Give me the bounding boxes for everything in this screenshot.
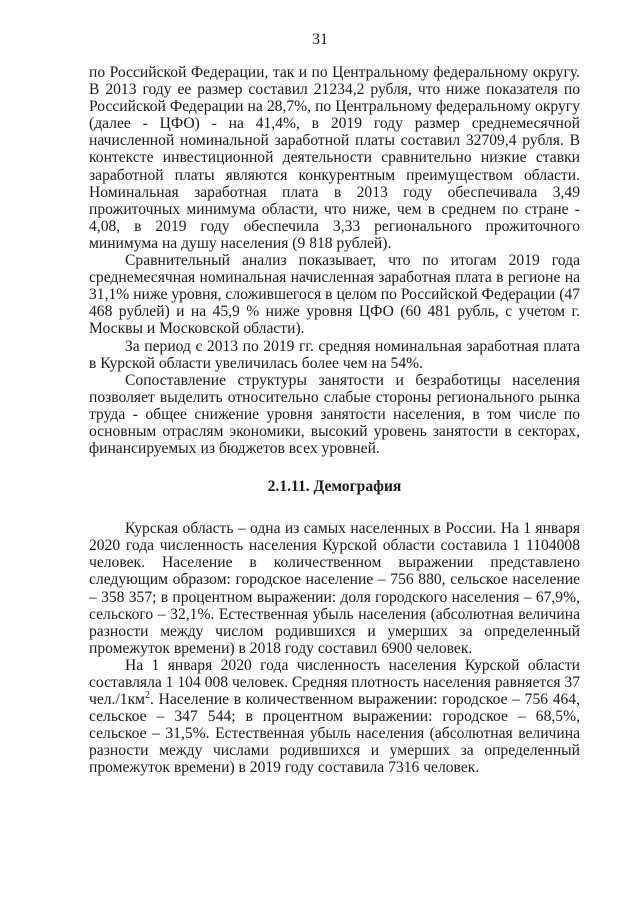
paragraph-wage-growth: За период с 2013 по 2019 гг. средняя номинальная заработная плата в Курской области увеличилась более чем на 54%. [89,337,580,372]
paragraph-text-part-2: . Население в количественном выражении: городское – 756 464, сельское – 347 544; в процентном выражении: городское – 68,5%, сельское – 31,5%. Естественная убыль населения (абсолютная величина разности между числами родившихся и умерших за определенный промежуток времени) в 2019 году составила 7316 человек. [89,691,580,777]
section-heading-demography: 2.1.11. Демография [267,478,402,496]
paragraph-employment-structure: Сопоставление структуры занятости и безработицы населения позволяет выделить относительно слабые стороны регионального рынка труда - общее снижение уровня занятости населения, в том числе по основным отраслям экономики, высокий уровень занятости в секторах, финансируемых из бюджетов всех уровней. [89,371,580,458]
page-body [89,64,580,777]
superscript-square: 2 [145,689,151,701]
paragraph-population-2020 [89,657,580,777]
paragraph-text-part-1: На 1 января 2020 года численность населения Курской области составляла 1 104 008 человек. Средняя плотность населения равняется 37 чел./1км [89,656,580,709]
paragraph-wages-continued: по Российской Федерации, так и по Центральному федеральному округу. В 2013 году ее размер составил 21234,2 рубля, что ниже показателя по Российской Федерации на 28,7%, по Центральному федеральному округу (далее - ЦФО) - на 41,4%, в 2019 году размер среднемесячной начисленной номинальной заработной платы составил 32709,4 рубля. В контексте инвестиционной деятельности сравнительно низкие ставки заработной платы являются конкурентным преимуществом области. Номинальная заработная плата в 2013 году обеспечивала 3,49 прожиточных минимума области, что ниже, чем в среднем по стране - 4,08, в 2019 году обеспечила 3,33 регионального прожиточного минимума на душу населения (9 818 рублей). [89,64,580,252]
paragraph-population-2018: Курская область – одна из самых населенных в России. На 1 января 2020 года численность населения Курской области составила 1 1104008 человек. Население в количественном выражении представлено следующим образом: городское население – 756 880, сельское население – 358 357; в процентном выражении: доля городского населения – 67,9%, сельского – 32,1%. Естественная убыль населения (абсолютная величина разности между числом родившихся и умерших за определенный промежуток времени) в 2018 году составил 6900 человек. [89,520,580,657]
paragraph-comparative-analysis: Сравнительный анализ показывает, что по итогам 2019 года среднемесячная номинальная начисленная заработная плата в регионе на 31,1% ниже уровня, сложившегося в целом по Российской Федерации (47 468 рублей) и на 45,9 % ниже уровня ЦФО (60 481 рубль, с учетом г. Москвы и Московской области). [89,252,580,338]
page-number: 31 [312,31,328,48]
